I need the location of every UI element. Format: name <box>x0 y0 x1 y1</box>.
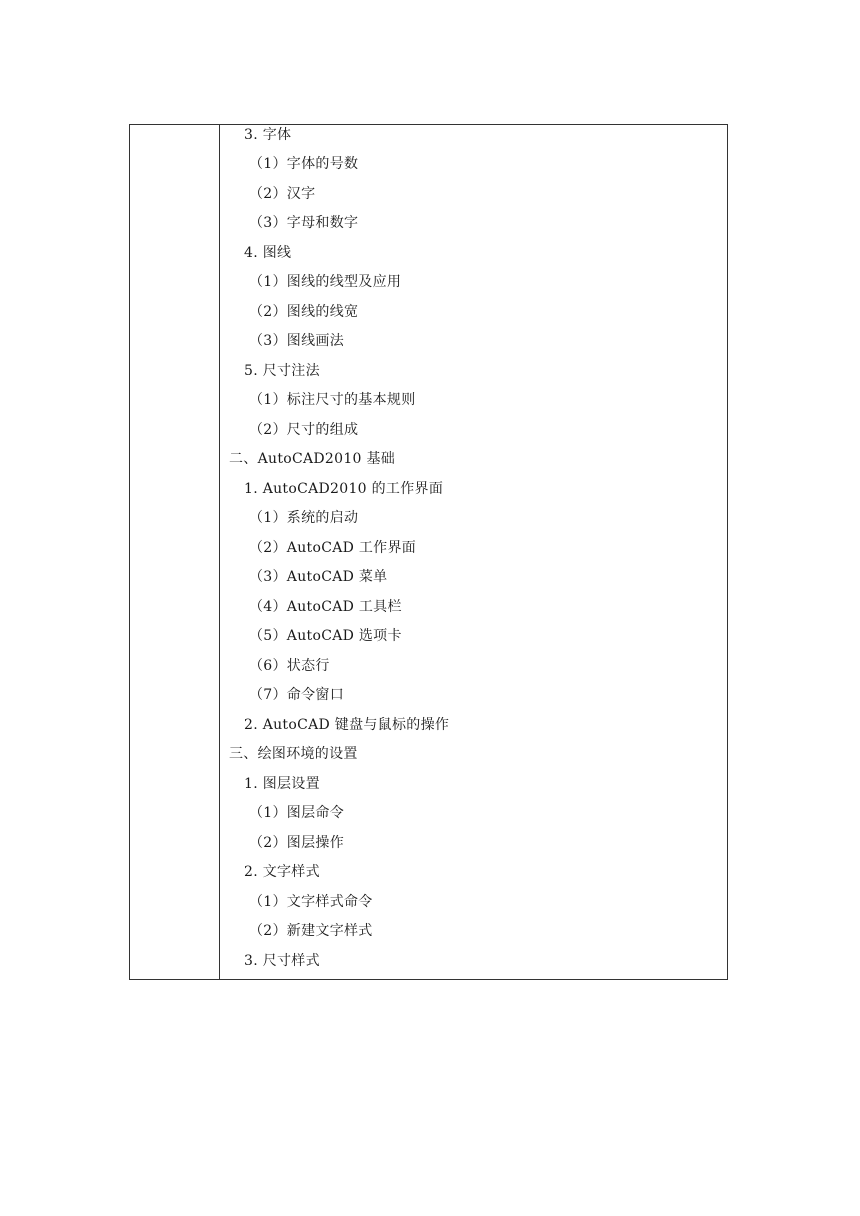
outline-line: 1. 图层设置 <box>244 776 320 792</box>
outline-line: 2. AutoCAD 键盘与鼠标的操作 <box>244 717 450 733</box>
outline-line: 3. 字体 <box>244 127 292 143</box>
outline-heading: 三、绘图环境的设置 <box>229 746 358 762</box>
outline-line: 1. AutoCAD2010 的工作界面 <box>244 481 444 497</box>
outline-line: （5）AutoCAD 选项卡 <box>249 628 402 644</box>
outline-line: （2）汉字 <box>249 186 316 202</box>
outline-line: 4. 图线 <box>244 245 292 261</box>
outline-line: （6）状态行 <box>249 658 330 674</box>
content-column <box>220 125 727 979</box>
outline-table <box>129 124 728 980</box>
outline-line: （1）图线的线型及应用 <box>249 274 402 290</box>
outline-line: （1）系统的启动 <box>249 510 359 526</box>
outline-line: （1）标注尺寸的基本规则 <box>249 392 416 408</box>
outline-line: （1）文字样式命令 <box>249 894 373 910</box>
outline-line: （7）命令窗口 <box>249 687 345 703</box>
outline-line: （2）尺寸的组成 <box>249 422 359 438</box>
outline-line: （1）图层命令 <box>249 805 345 821</box>
outline-line: （2）新建文字样式 <box>249 923 373 939</box>
left-column <box>130 125 220 979</box>
outline-line: （2）图层操作 <box>249 835 345 851</box>
outline-line: （3）AutoCAD 菜单 <box>249 569 388 585</box>
outline-line: 2. 文字样式 <box>244 864 320 880</box>
outline-line: （3）字母和数字 <box>249 215 359 231</box>
outline-line: （1）字体的号数 <box>249 156 359 172</box>
outline-line: （3）图线画法 <box>249 333 345 349</box>
outline-line: 3. 尺寸样式 <box>244 953 320 969</box>
outline-heading: 二、AutoCAD2010 基础 <box>229 451 396 467</box>
outline-line: 5. 尺寸注法 <box>244 363 320 379</box>
outline-line: （2）AutoCAD 工作界面 <box>249 540 417 556</box>
outline-line: （4）AutoCAD 工具栏 <box>249 599 402 615</box>
outline-line: （2）图线的线宽 <box>249 304 359 320</box>
